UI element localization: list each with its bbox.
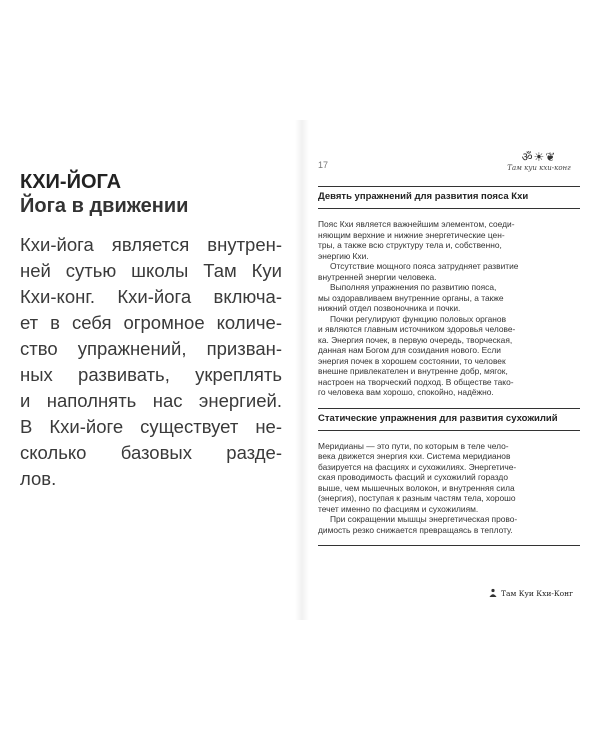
intro-line: сколько базовых разде- bbox=[20, 442, 282, 463]
text-line: ка. Энергия почек, в первую очередь, творческая, bbox=[318, 334, 513, 345]
footer-brand-text: Там Куи Кхи-Конг bbox=[501, 588, 574, 598]
section1-paragraph bbox=[318, 314, 580, 398]
section-title-pояс: Девять упражнений для развития пояса Кхи bbox=[318, 186, 580, 209]
header-logo bbox=[502, 148, 576, 174]
text-line: Пояс Кхи является важнейшим элементом, соеди- bbox=[318, 219, 515, 229]
intro-line: ет в себя огромное количе- bbox=[20, 312, 282, 333]
text-line: настроен на творческий подход. В обществе тако- bbox=[318, 376, 514, 387]
footer-brand bbox=[488, 588, 584, 598]
text-line: нижний отдел позвоночника и почки. bbox=[318, 303, 461, 313]
text-line: выше, чем мышечных волокон, и внутренняя сила bbox=[318, 482, 515, 493]
text-line: энергия почек в хорошем состоянии, то человек bbox=[318, 355, 506, 366]
section2-paragraph bbox=[318, 514, 580, 535]
left-page bbox=[20, 170, 290, 492]
intro-line: В Кхи-йоге существует не- bbox=[20, 416, 282, 437]
text-line: внутренней энергии человека. bbox=[318, 271, 437, 282]
buddha-icon bbox=[488, 588, 498, 598]
text-line: и являются главным источником здоровья челове- bbox=[318, 324, 516, 334]
chapter-title: КХИ-ЙОГА bbox=[20, 171, 122, 193]
page-gutter-shadow bbox=[295, 120, 309, 620]
text-line: внешне привлекателен и внутренне добр, мягок, bbox=[318, 366, 508, 376]
text-line: няющим верхние и нижние энергетические цен- bbox=[318, 229, 505, 240]
text-line: ская проводимость фасций и сухожилий гораздо bbox=[318, 472, 508, 482]
page-number: 17 bbox=[318, 160, 329, 170]
chapter-subtitle: Йога в движении bbox=[20, 195, 189, 217]
text-line: го человека вам хорошо, спокойно, надёжно. bbox=[318, 387, 494, 397]
text-line: течет именно по фасциям и сухожилиям. bbox=[318, 503, 479, 514]
text-line: базируется на фасциях и сухожилиях. Энергетиче- bbox=[318, 461, 517, 472]
section2-paragraph bbox=[318, 441, 580, 515]
section1-paragraph bbox=[318, 261, 580, 282]
intro-line: лов. bbox=[20, 468, 57, 489]
text-line: Выполняя упражнения по развитию пояса, bbox=[330, 282, 497, 292]
text-line: века движется энергия кхи. Система меридианов bbox=[318, 451, 511, 461]
text-line: димость резко снижается превращаясь в теплоту. bbox=[318, 524, 513, 535]
section1-paragraph bbox=[318, 282, 580, 314]
intro-line: Кхи-конг. Кхи-йога включа- bbox=[20, 286, 282, 307]
text-line: (энергия), поступая к разным частям тела, хорошо bbox=[318, 493, 516, 503]
text-line: мы оздоравливаем внутренние органы, а также bbox=[318, 292, 504, 303]
text-line: тры, а также всю структуру тела и, собственно, bbox=[318, 240, 502, 250]
right-page bbox=[318, 148, 580, 546]
text-line: Меридианы — это пути, по которым в теле чело- bbox=[318, 440, 509, 451]
section-title-tendons: Статические упражнения для развития сухожилий bbox=[318, 408, 580, 431]
text-line: Отсутствие мощного пояса затрудняет развитие bbox=[330, 261, 519, 271]
intro-line: ство упражнений, призван- bbox=[20, 338, 282, 359]
bottom-divider bbox=[318, 545, 580, 546]
text-line: При сокращении мышцы энергетическая прово- bbox=[330, 514, 518, 524]
text-line: энергию Кхи. bbox=[318, 250, 369, 261]
text-line: Почки регулируют функцию половых органов bbox=[330, 313, 507, 324]
header-logo-glyphs: ॐ☀❦ bbox=[521, 150, 557, 164]
header-logo-script: Там куи кхи-конг bbox=[507, 164, 571, 172]
intro-line: Кхи-йога является внутрен- bbox=[20, 234, 282, 255]
intro-line: и наполнять нас энергией. bbox=[20, 390, 282, 411]
intro-line: ней сутью школы Там Куи bbox=[20, 260, 282, 281]
intro-line: ных развивать, укреплять bbox=[20, 364, 282, 385]
section1-paragraph bbox=[318, 219, 580, 261]
intro-paragraph bbox=[20, 232, 282, 492]
text-line: данная нам Богом для созидания нового. Если bbox=[318, 345, 501, 355]
